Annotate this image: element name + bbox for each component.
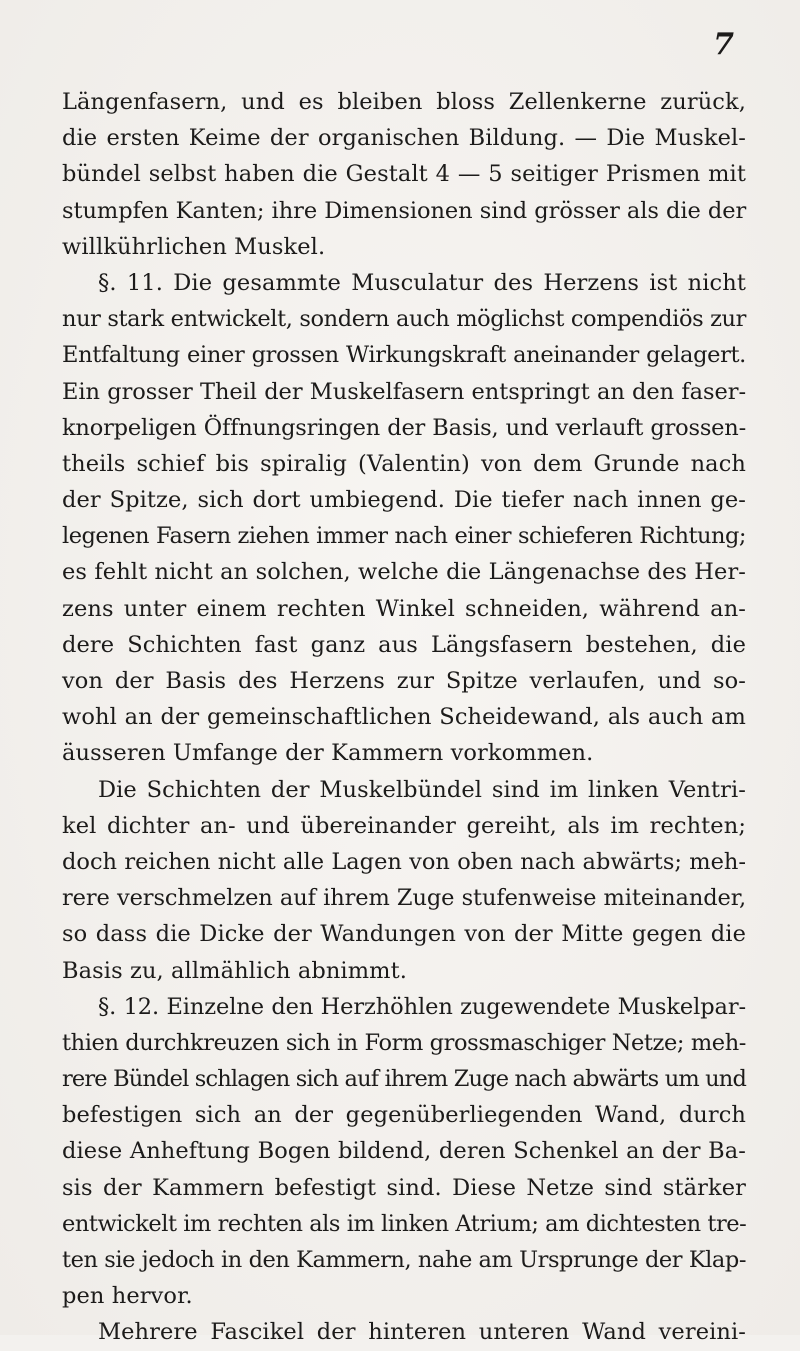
text-line: stumpfen Kanten; ihre Dimensionen sind grösser als die der <box>62 197 747 224</box>
text-line: die ersten Keime der organischen Bildung. — Die Muskel- <box>62 125 746 152</box>
text-line: zens unter einem rechten Winkel schneiden, während an- <box>62 595 746 622</box>
text-line: Mehrere Fascikel der hinteren unteren Wand vereini- <box>98 1319 746 1346</box>
text-line: nur stark entwickelt, sondern auch möglichst compendiös zur <box>62 306 746 333</box>
text-line: rere verschmelzen auf ihrem Zuge stufenweise miteinander, <box>62 885 746 912</box>
text-line: legenen Fasern ziehen immer nach einer schieferen Richtung; <box>62 523 746 550</box>
text-line: rere Bündel schlagen sich auf ihrem Zuge nach abwärts um und <box>62 1066 746 1093</box>
text-line: Basis zu, allmählich abnimmt. <box>62 957 407 984</box>
text-line: so dass die Dicke der Wandungen von der Mitte gegen die <box>62 921 746 948</box>
text-line: kel dichter an- und übereinander gereiht, als im rechten; <box>62 812 746 839</box>
text-line: es fehlt nicht an solchen, welche die Längenachse des Her- <box>62 559 746 586</box>
body-text <box>62 84 746 1351</box>
text-line: Entfaltung einer grossen Wirkungskraft aneinander gelagert. <box>62 342 746 369</box>
text-line: doch reichen nicht alle Lagen von oben nach abwärts; meh- <box>62 848 746 875</box>
text-line: ten sie jedoch in den Kammern, nahe am Ursprunge der Klap- <box>62 1247 746 1273</box>
text-line: bündel selbst haben die Gestalt 4 — 5 seitiger Prismen mit <box>62 161 746 188</box>
text-line: entwickelt im rechten als im linken Atrium; am dichtesten tre- <box>62 1210 747 1237</box>
text-line: thien durchkreuzen sich in Form grossmaschiger Netze; meh- <box>62 1029 746 1056</box>
text-line: äusseren Umfange der Kammern vorkommen. <box>62 740 594 767</box>
text-line: dere Schichten fast ganz aus Längsfasern bestehen, die <box>62 631 746 658</box>
text-line: diese Anheftung Bogen bildend, deren Schenkel an der Ba- <box>62 1138 746 1165</box>
text-line: wohl an der gemeinschaftlichen Scheidewand, als auch am <box>62 704 746 731</box>
text-line: sis der Kammern befestigt sind. Diese Netze sind stärker <box>62 1174 746 1201</box>
text-line: Die Schichten der Muskelbündel sind im linken Ventri- <box>98 776 746 803</box>
text-line: Längenfasern, und es bleiben bloss Zellenkerne zurück, <box>62 89 746 115</box>
text-line: der Spitze, sich dort umbiegend. Die tiefer nach innen ge- <box>62 487 746 514</box>
text-line: knorpeligen Öffnungsringen der Basis, und verlauft grossen- <box>62 414 746 441</box>
text-line: von der Basis des Herzens zur Spitze verlaufen, und so- <box>62 668 746 694</box>
text-line: §. 11. Die gesammte Musculatur des Herzens ist nicht <box>98 269 746 296</box>
page-number: 7 <box>713 27 734 62</box>
text-line: theils schief bis spiralig (Valentin) von dem Grunde nach <box>62 450 746 477</box>
text-line: Ein grosser Theil der Muskelfasern entspringt an den faser- <box>62 378 746 405</box>
text-line: pen hervor. <box>62 1283 193 1310</box>
text-line: befestigen sich an der gegenüberliegenden Wand, durch <box>62 1102 746 1129</box>
text-line: §. 12. Einzelne den Herzhöhlen zugewendete Muskelpar- <box>98 993 746 1020</box>
text-line: willkührlichen Muskel. <box>62 233 326 260</box>
